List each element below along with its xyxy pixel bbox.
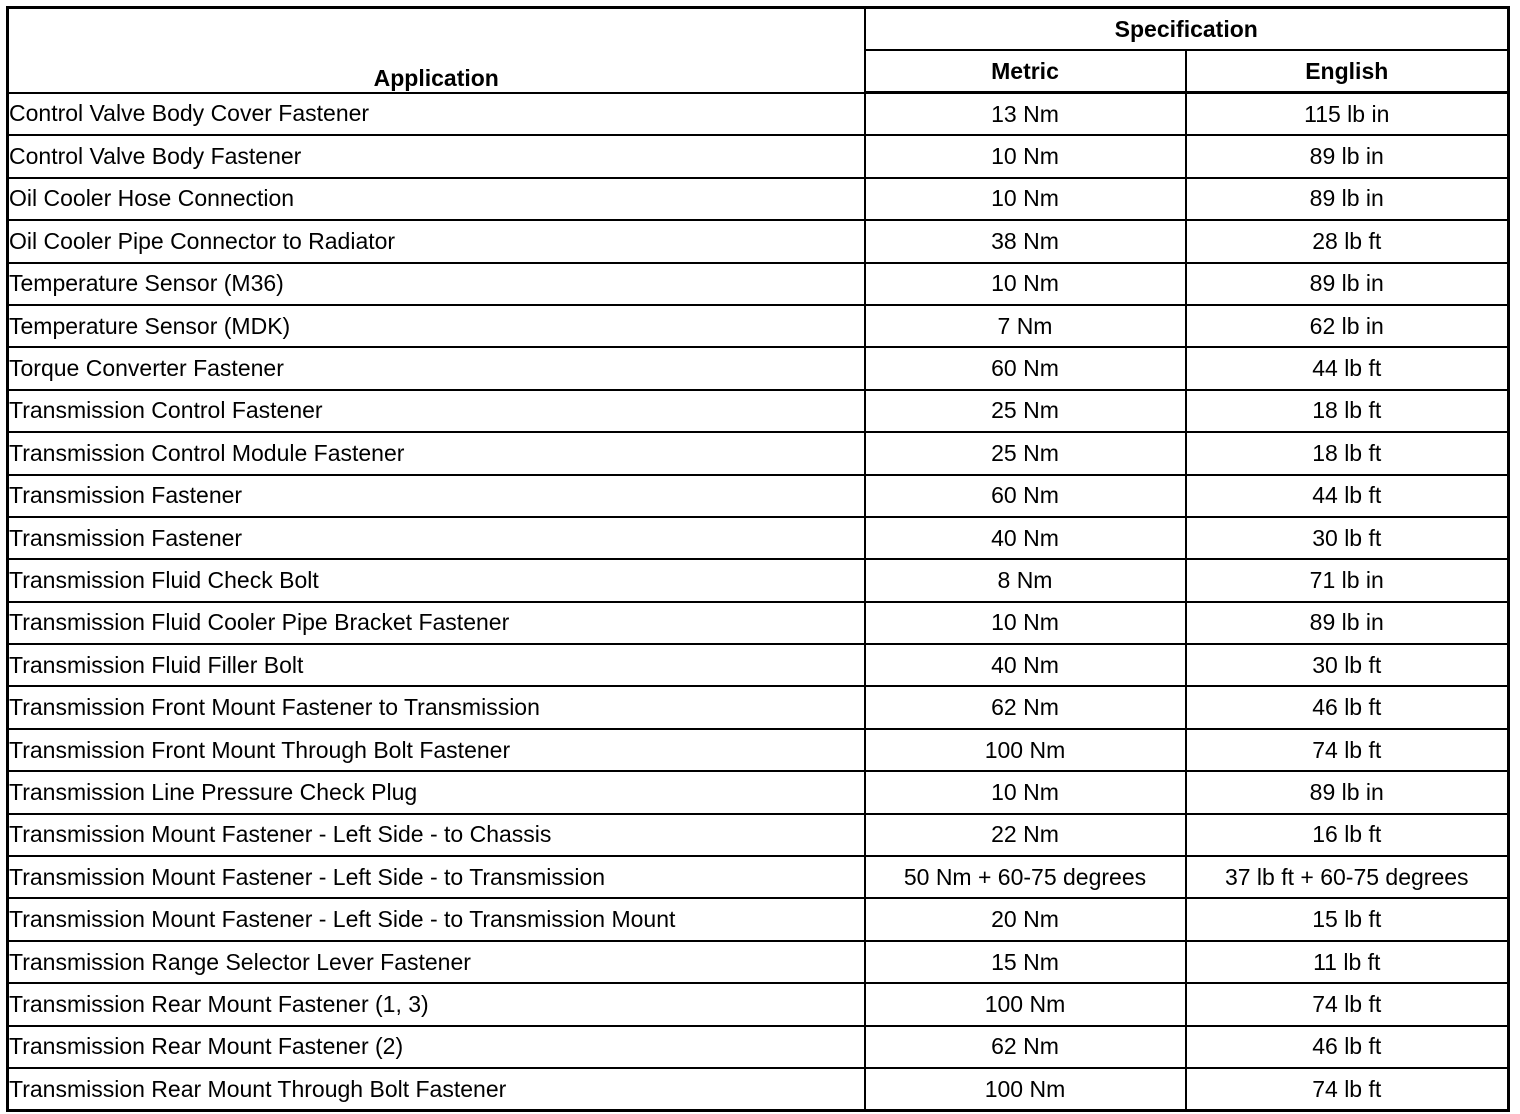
table-row <box>8 771 1509 813</box>
table-row <box>8 390 1509 432</box>
table-row <box>8 602 1509 644</box>
cell-application: Temperature Sensor (MDK) <box>8 305 865 347</box>
cell-english: 89 lb in <box>1186 263 1509 305</box>
torque-spec-table <box>6 6 1510 1112</box>
table-row <box>8 305 1509 347</box>
column-header-specification: Specification <box>865 8 1509 51</box>
cell-english: 74 lb ft <box>1186 983 1509 1025</box>
cell-metric: 50 Nm + 60-75 degrees <box>865 856 1186 898</box>
cell-metric: 7 Nm <box>865 305 1186 347</box>
cell-english: 28 lb ft <box>1186 220 1509 262</box>
cell-application: Transmission Line Pressure Check Plug <box>8 771 865 813</box>
cell-english: 115 lb in <box>1186 93 1509 136</box>
cell-metric: 13 Nm <box>865 93 1186 136</box>
cell-metric: 10 Nm <box>865 263 1186 305</box>
cell-application: Transmission Front Mount Fastener to Transmission <box>8 686 865 728</box>
table-row <box>8 517 1509 559</box>
cell-application: Transmission Rear Mount Through Bolt Fastener <box>8 1068 865 1111</box>
table-row <box>8 263 1509 305</box>
table-row <box>8 644 1509 686</box>
cell-metric: 10 Nm <box>865 771 1186 813</box>
cell-metric: 25 Nm <box>865 432 1186 474</box>
cell-metric: 38 Nm <box>865 220 1186 262</box>
cell-metric: 60 Nm <box>865 347 1186 389</box>
cell-english: 37 lb ft + 60-75 degrees <box>1186 856 1509 898</box>
cell-english: 30 lb ft <box>1186 644 1509 686</box>
table-row <box>8 135 1509 177</box>
cell-application: Transmission Mount Fastener - Left Side - to Transmission Mount <box>8 898 865 940</box>
table-row <box>8 93 1509 136</box>
cell-application: Transmission Fastener <box>8 475 865 517</box>
table-row <box>8 983 1509 1025</box>
cell-metric: 10 Nm <box>865 602 1186 644</box>
table-row <box>8 686 1509 728</box>
cell-english: 44 lb ft <box>1186 475 1509 517</box>
cell-application: Temperature Sensor (M36) <box>8 263 865 305</box>
cell-metric: 100 Nm <box>865 729 1186 771</box>
table-row <box>8 559 1509 601</box>
cell-application: Transmission Mount Fastener - Left Side - to Chassis <box>8 814 865 856</box>
column-header-application: Application <box>8 8 865 93</box>
table-row <box>8 432 1509 474</box>
cell-metric: 62 Nm <box>865 1026 1186 1068</box>
cell-application: Torque Converter Fastener <box>8 347 865 389</box>
cell-application: Transmission Rear Mount Fastener (2) <box>8 1026 865 1068</box>
cell-metric: 60 Nm <box>865 475 1186 517</box>
cell-application: Transmission Fluid Filler Bolt <box>8 644 865 686</box>
cell-english: 16 lb ft <box>1186 814 1509 856</box>
table-row <box>8 1068 1509 1111</box>
table-row <box>8 178 1509 220</box>
cell-metric: 62 Nm <box>865 686 1186 728</box>
cell-english: 62 lb in <box>1186 305 1509 347</box>
cell-metric: 40 Nm <box>865 644 1186 686</box>
cell-application: Control Valve Body Cover Fastener <box>8 93 865 136</box>
cell-metric: 20 Nm <box>865 898 1186 940</box>
cell-metric: 8 Nm <box>865 559 1186 601</box>
cell-application: Transmission Control Module Fastener <box>8 432 865 474</box>
cell-application: Transmission Fluid Cooler Pipe Bracket Fastener <box>8 602 865 644</box>
cell-english: 15 lb ft <box>1186 898 1509 940</box>
cell-application: Transmission Fastener <box>8 517 865 559</box>
cell-application: Oil Cooler Hose Connection <box>8 178 865 220</box>
table-body <box>8 93 1509 1111</box>
cell-english: 89 lb in <box>1186 178 1509 220</box>
cell-application: Transmission Rear Mount Fastener (1, 3) <box>8 983 865 1025</box>
cell-english: 89 lb in <box>1186 602 1509 644</box>
cell-english: 89 lb in <box>1186 771 1509 813</box>
cell-metric: 100 Nm <box>865 983 1186 1025</box>
header-row-top <box>8 8 1509 51</box>
cell-metric: 10 Nm <box>865 135 1186 177</box>
cell-application: Transmission Front Mount Through Bolt Fastener <box>8 729 865 771</box>
cell-metric: 15 Nm <box>865 941 1186 983</box>
cell-application: Transmission Mount Fastener - Left Side - to Transmission <box>8 856 865 898</box>
table-row <box>8 856 1509 898</box>
cell-english: 89 lb in <box>1186 135 1509 177</box>
cell-metric: 22 Nm <box>865 814 1186 856</box>
table-row <box>8 898 1509 940</box>
cell-english: 46 lb ft <box>1186 1026 1509 1068</box>
cell-metric: 10 Nm <box>865 178 1186 220</box>
cell-english: 74 lb ft <box>1186 729 1509 771</box>
cell-metric: 40 Nm <box>865 517 1186 559</box>
cell-english: 30 lb ft <box>1186 517 1509 559</box>
table-row <box>8 814 1509 856</box>
table-row <box>8 220 1509 262</box>
cell-english: 18 lb ft <box>1186 390 1509 432</box>
cell-application: Transmission Fluid Check Bolt <box>8 559 865 601</box>
table-row <box>8 1026 1509 1068</box>
cell-application: Transmission Control Fastener <box>8 390 865 432</box>
column-header-english: English <box>1186 50 1509 93</box>
cell-english: 11 lb ft <box>1186 941 1509 983</box>
cell-metric: 100 Nm <box>865 1068 1186 1111</box>
cell-application: Control Valve Body Fastener <box>8 135 865 177</box>
cell-application: Oil Cooler Pipe Connector to Radiator <box>8 220 865 262</box>
table-header <box>8 8 1509 93</box>
cell-english: 74 lb ft <box>1186 1068 1509 1111</box>
cell-english: 71 lb in <box>1186 559 1509 601</box>
table-row <box>8 347 1509 389</box>
cell-english: 44 lb ft <box>1186 347 1509 389</box>
cell-english: 18 lb ft <box>1186 432 1509 474</box>
column-header-metric: Metric <box>865 50 1186 93</box>
table-row <box>8 729 1509 771</box>
cell-application: Transmission Range Selector Lever Fastener <box>8 941 865 983</box>
table-row <box>8 941 1509 983</box>
cell-metric: 25 Nm <box>865 390 1186 432</box>
cell-english: 46 lb ft <box>1186 686 1509 728</box>
table-row <box>8 475 1509 517</box>
